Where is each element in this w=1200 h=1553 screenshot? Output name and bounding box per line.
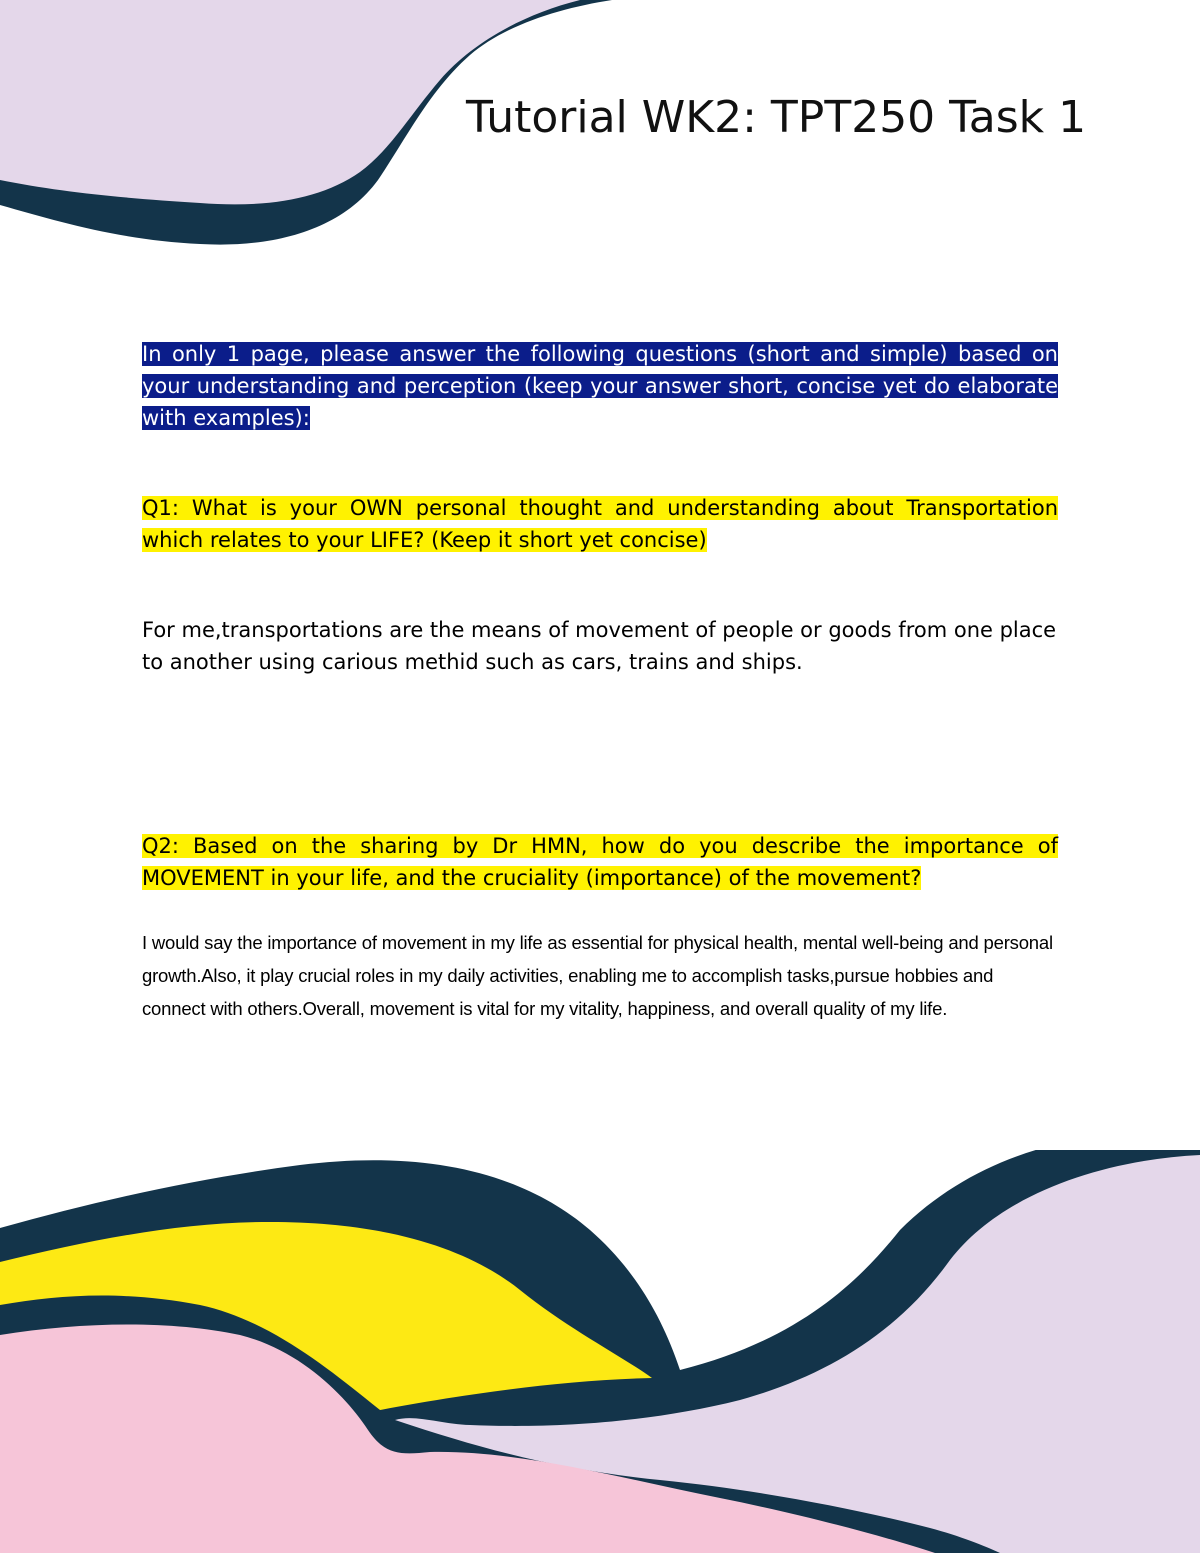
instructions-highlight: In only 1 page, please answer the following questions (short and simple) based on your understanding and perception (keep your answer short, concise yet do elaborate with examples): — [142, 342, 1058, 430]
question-2 — [142, 830, 1058, 894]
instructions-text — [142, 338, 1058, 434]
answer-1: For me,transportations are the means of movement of people or goods from one place to another using carious methid such as cars, trains and ships. — [142, 618, 1057, 674]
question-2-highlight: Q2: Based on the sharing by Dr HMN, how do you describe the importance of MOVEMENT in your life, and the cruciality (importance) of the movement? — [142, 834, 1058, 890]
bottom-wave-decoration — [0, 1150, 1200, 1553]
answer-2: I would say the importance of movement in my life as essential for physical health, mental well-being and personal growth.Also, it play crucial roles in my daily activities, enabling me to accomplish tasks,pursue hobbies and connect with others.Overall, movement is vital for my vitality, happiness, and overall quality of my life. — [142, 932, 1053, 1019]
question-1 — [142, 492, 1058, 556]
question-1-highlight: Q1: What is your OWN personal thought and understanding about Transportation which relates to your LIFE? (Keep it short yet concise) — [142, 496, 1058, 552]
page-title: Tutorial WK2: TPT250 Task 1 — [466, 92, 1087, 143]
